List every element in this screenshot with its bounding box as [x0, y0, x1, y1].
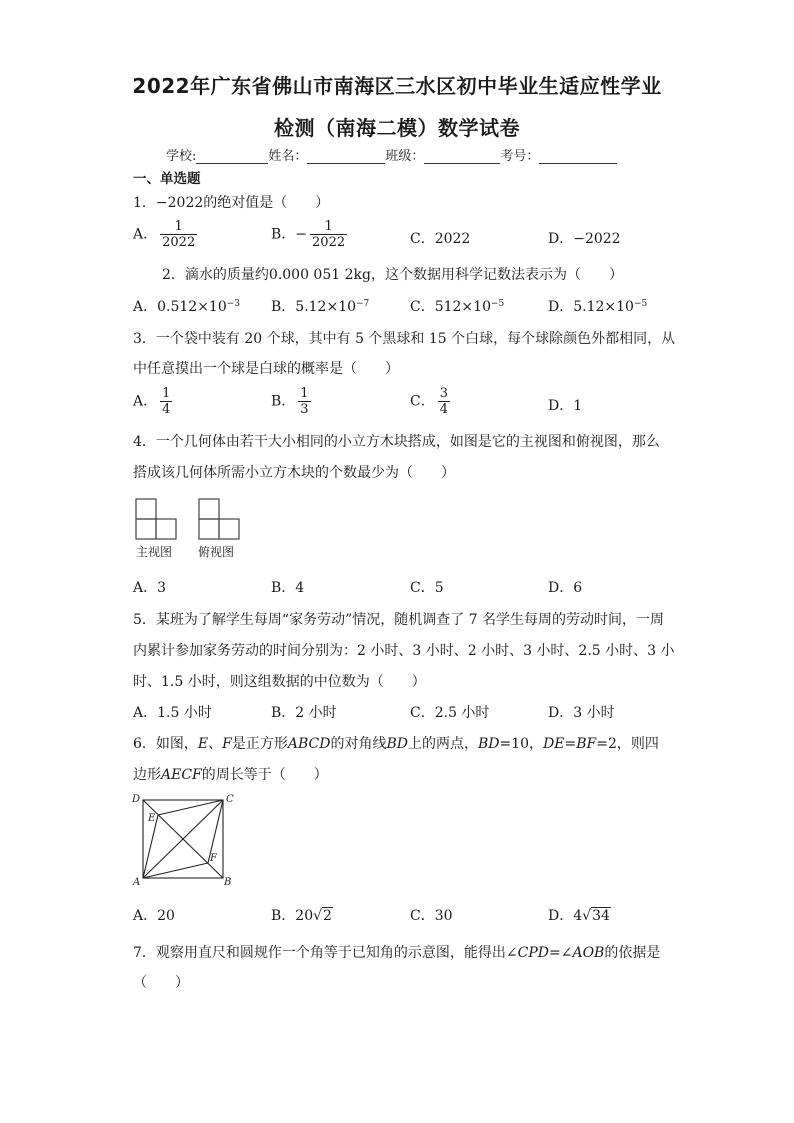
top-view-drawing — [199, 499, 239, 539]
q7-stem-line2: （ ） — [133, 975, 189, 991]
front-view-caption: 主视图 — [136, 545, 173, 559]
q3-option-c[interactable]: C． $\frac{3}{4}$ — [410, 386, 448, 417]
exam-title-line1: 2022年广东省佛山市南海区三水区初中毕业生适应性学业 — [132, 74, 662, 98]
number-label: 考号： — [500, 149, 540, 164]
point-label-f: F — [210, 853, 217, 864]
q6-square-figure — [128, 790, 240, 892]
q4-stem-line1: 4．一个几何体由若干大小相同的小立方木块搭成，如图是它的主视图和俯视图，那么 — [133, 434, 660, 450]
point-label-a: A — [133, 877, 141, 888]
q2-stem: 2．滴水的质量约0.000 051 2kg，这个数据用科学记数法表示为（ ） — [162, 267, 623, 283]
q4-option-c[interactable]: C．5 — [410, 580, 444, 596]
q4-stem-line2: 搭成该几何体所需小立方木块的个数最少为（ ） — [133, 465, 455, 481]
q6-stem-line2: 边形AECF的周长等于（ ） — [133, 767, 328, 783]
q1-a-fraction: $\frac{1}{2022}$ — [162, 219, 196, 250]
q5-option-a[interactable]: A．1.5 小时 — [133, 705, 212, 721]
q4-option-a[interactable]: A．3 — [133, 580, 167, 596]
point-label-c: C — [226, 794, 234, 805]
q5-stem-line1: 5．某班为了解学生每周“家务劳动”情况，随机调查了 7 名学生每周的劳动时间，一周 — [133, 612, 665, 628]
segment-ae — [143, 815, 158, 878]
q1-stem: 1．−2022的绝对值是（ ） — [133, 195, 330, 211]
name-field[interactable] — [307, 149, 385, 164]
q6-option-c[interactable]: C．30 — [410, 908, 453, 924]
q4-option-b[interactable]: B．4 — [271, 580, 305, 596]
q3-stem-line1: 3．一个袋中装有 20 个球，其中有 5 个黑球和 15 个白球，每个球除颜色外都相同，从 — [133, 331, 676, 347]
class-label: 班级： — [385, 149, 425, 164]
point-label-d: D — [132, 794, 141, 805]
point-label-e: E — [148, 813, 156, 824]
q2-option-a[interactable]: A．$0.512\times 10^{-3}$ — [133, 299, 241, 315]
q5-stem-line3: 时、1.5 小时，则这组数据的中位数为（ ） — [133, 674, 426, 690]
q3-c-fraction: $\frac{3}{4}$ — [439, 386, 448, 417]
class-field[interactable] — [424, 149, 500, 164]
q6-stem-line1: 6．如图，E、F是正方形ABCD的对角线BD上的两点，BD=10，DE=BF=2，则四 — [133, 736, 659, 752]
q5-option-d[interactable]: D．3 小时 — [548, 705, 615, 721]
q5-option-b[interactable]: B．2 小时 — [271, 705, 337, 721]
section-heading: 一、单选题 — [133, 171, 201, 187]
segment-ec — [158, 800, 223, 815]
q1-option-b[interactable]: B．− $\frac{1}{2022}$ — [271, 219, 346, 250]
q1-option-d[interactable]: D．−2022 — [548, 231, 621, 247]
q5-option-c[interactable]: C．2.5 小时 — [410, 705, 490, 721]
q5-stem-line2: 内累计参加家务劳动的时间分别为：2 小时、3 小时、2 小时、3 小时、2.5 小时、3 小 — [133, 643, 675, 659]
q1-b-fraction: $\frac{1}{2022}$ — [312, 219, 346, 250]
q6-option-d[interactable]: D．4√34 — [548, 908, 610, 924]
point-label-b: B — [224, 877, 232, 888]
q6-option-a[interactable]: A．20 — [133, 908, 175, 924]
q1-option-c[interactable]: C．2022 — [410, 231, 471, 247]
q4-option-d[interactable]: D．6 — [548, 580, 583, 596]
q3-option-d[interactable]: D．1 — [548, 398, 583, 414]
school-field[interactable] — [196, 149, 268, 164]
q7-stem-line1: 7．观察用直尺和圆规作一个角等于已知角的示意图，能得出∠CPD=∠AOB的依据是 — [133, 945, 661, 961]
q3-b-fraction: $\frac{1}{3}$ — [300, 386, 309, 417]
top-view-caption: 俯视图 — [198, 545, 235, 559]
q3-option-b[interactable]: B． $\frac{1}{3}$ — [271, 386, 309, 417]
q2-option-c[interactable]: C．$512\times 10^{-5}$ — [410, 299, 505, 315]
segment-fa — [143, 863, 208, 878]
q6-option-b[interactable]: B．20√2 — [271, 908, 332, 924]
school-label: 学校: — [166, 149, 197, 164]
front-view-drawing — [136, 499, 176, 539]
q3-option-a[interactable]: A． $\frac{1}{4}$ — [133, 386, 171, 417]
name-label: 姓名： — [268, 149, 308, 164]
q1-option-a[interactable]: A． $\frac{1}{2022}$ — [133, 219, 196, 250]
q3-stem-line2: 中任意摸出一个球是白球的概率是（ ） — [133, 361, 399, 377]
exam-title-line2: 检测（南海二模）数学试卷 — [274, 116, 520, 140]
q2-option-d[interactable]: D．$5.12\times 10^{-5}$ — [548, 299, 648, 315]
q2-option-b[interactable]: B．$5.12\times 10^{-7}$ — [271, 299, 370, 315]
student-info-row — [166, 145, 617, 164]
number-field[interactable] — [539, 149, 617, 164]
q3-a-fraction: $\frac{1}{4}$ — [162, 386, 171, 417]
